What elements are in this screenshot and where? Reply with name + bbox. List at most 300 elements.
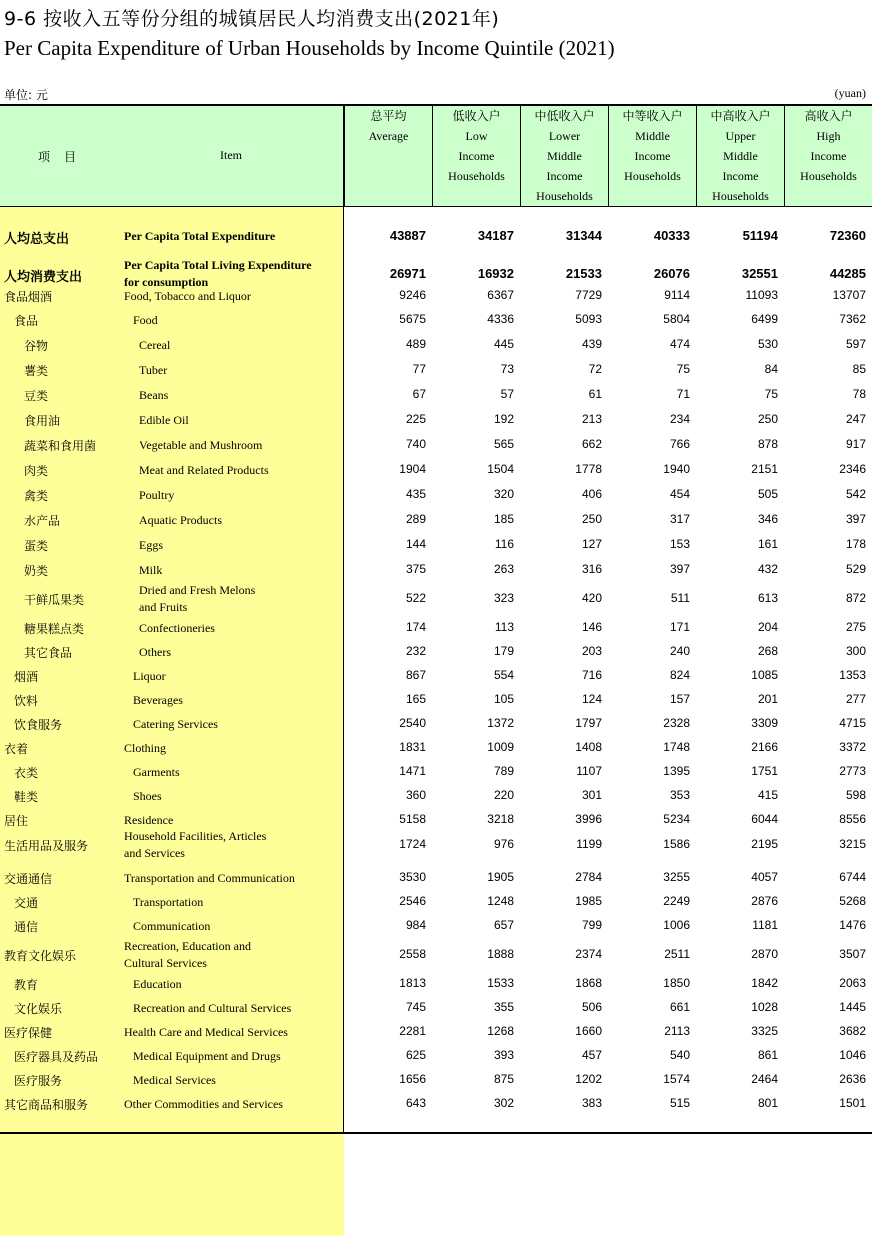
cell-value: 161 xyxy=(757,537,778,551)
row-label-chinese: 其它食品 xyxy=(24,646,73,660)
cell-value: 1395 xyxy=(663,764,690,778)
cell-value: 3325 xyxy=(751,1024,778,1038)
cell-value: 1107 xyxy=(576,764,602,778)
cell-value: 43887 xyxy=(389,228,426,243)
cell-value: 393 xyxy=(493,1048,514,1062)
cell-value: 1904 xyxy=(399,462,426,476)
row-label-chinese: 食用油 xyxy=(24,414,61,428)
cell-value: 268 xyxy=(757,644,778,658)
row-label-chinese: 肉类 xyxy=(24,464,49,478)
cell-value: 2540 xyxy=(399,716,426,730)
cell-value: 2784 xyxy=(575,870,602,884)
cell-value: 3372 xyxy=(839,740,866,754)
row-label-chinese: 人均消费支出 xyxy=(4,270,83,285)
cell-value: 2166 xyxy=(751,740,778,754)
cell-value: 34187 xyxy=(477,228,514,243)
row-label-english: Residence xyxy=(124,813,174,827)
cell-value: 1353 xyxy=(839,668,866,682)
row-label-english: Medical Services xyxy=(133,1073,216,1087)
cell-value: 4715 xyxy=(839,716,866,730)
cell-value: 127 xyxy=(581,537,602,551)
cell-value: 1268 xyxy=(487,1024,514,1038)
cell-value: 1445 xyxy=(839,1000,866,1014)
row-label-english: Poultry xyxy=(139,488,175,502)
cell-value: 415 xyxy=(757,788,778,802)
cell-value: 1940 xyxy=(663,462,690,476)
cell-value: 661 xyxy=(669,1000,690,1014)
cell-value: 153 xyxy=(669,537,690,551)
cell-value: 1656 xyxy=(399,1072,426,1086)
cell-value: 2374 xyxy=(575,947,602,961)
cell-value: 360 xyxy=(405,788,426,802)
cell-value: 3215 xyxy=(839,837,866,851)
cell-value: 506 xyxy=(581,1000,602,1014)
cell-value: 420 xyxy=(581,591,602,605)
cell-value: 2151 xyxy=(751,462,778,476)
row-label-english: Recreation and Cultural Services xyxy=(133,1001,292,1015)
cell-value: 1868 xyxy=(575,976,602,990)
row-label-chinese: 文化娱乐 xyxy=(14,1002,63,1016)
row-label-chinese: 人均总支出 xyxy=(4,232,70,247)
row-label-chinese: 饮料 xyxy=(14,694,39,708)
cell-value: 263 xyxy=(493,562,514,576)
row-label-english: Others xyxy=(139,645,171,659)
cell-value: 84 xyxy=(764,362,778,376)
cell-value: 213 xyxy=(581,412,602,426)
cell-value: 1006 xyxy=(663,918,690,932)
cell-value: 31344 xyxy=(565,228,602,243)
cell-value: 1888 xyxy=(487,947,514,961)
cell-value: 1533 xyxy=(487,976,514,990)
cell-value: 662 xyxy=(581,437,602,451)
row-label-chinese: 烟酒 xyxy=(14,670,39,684)
cell-value: 2870 xyxy=(751,947,778,961)
row-label-english: Transportation and Communication xyxy=(124,871,295,885)
table-header xyxy=(0,106,872,206)
cell-value: 1471 xyxy=(399,764,426,778)
row-label-chinese: 薯类 xyxy=(24,364,49,378)
cell-value: 5675 xyxy=(399,312,426,326)
cell-value: 204 xyxy=(757,620,778,634)
row-label-english: Beverages xyxy=(133,693,183,707)
row-label-english: Catering Services xyxy=(133,717,218,731)
cell-value: 1372 xyxy=(487,716,514,730)
row-label-english: Dried and Fresh Melons and Fruits xyxy=(139,583,256,614)
column-header-english: High Income Households xyxy=(800,129,857,183)
cell-value: 643 xyxy=(405,1096,426,1110)
cell-value: 320 xyxy=(493,487,514,501)
cell-value: 799 xyxy=(581,918,602,932)
column-header-3 xyxy=(520,106,608,206)
cell-value: 85 xyxy=(852,362,866,376)
row-label-chinese: 禽类 xyxy=(24,489,49,503)
cell-value: 178 xyxy=(845,537,866,551)
cell-value: 1574 xyxy=(663,1072,690,1086)
cell-value: 457 xyxy=(581,1048,602,1062)
cell-value: 72 xyxy=(588,362,602,376)
cell-value: 44285 xyxy=(829,266,866,281)
row-label-english: Garments xyxy=(133,765,180,779)
cell-value: 1181 xyxy=(752,918,778,932)
cell-value: 2558 xyxy=(399,947,426,961)
cell-value: 73 xyxy=(500,362,514,376)
column-divider xyxy=(343,104,344,1134)
cell-value: 113 xyxy=(494,620,514,634)
row-label-chinese: 交通通信 xyxy=(4,872,53,886)
cell-value: 72360 xyxy=(829,228,866,243)
cell-value: 1813 xyxy=(399,976,426,990)
row-label-english: Aquatic Products xyxy=(139,513,222,527)
cell-value: 454 xyxy=(669,487,690,501)
column-header-english: Average xyxy=(368,129,409,143)
cell-value: 1985 xyxy=(575,894,602,908)
cell-value: 247 xyxy=(845,412,866,426)
cell-value: 1476 xyxy=(839,918,866,932)
row-label-english: Communication xyxy=(133,919,211,933)
cell-value: 75 xyxy=(764,387,778,401)
row-label-chinese: 蛋类 xyxy=(24,539,49,553)
row-label-english: Health Care and Medical Services xyxy=(124,1025,288,1039)
cell-value: 317 xyxy=(669,512,690,526)
cell-value: 976 xyxy=(493,837,514,851)
row-label-english: Per Capita Total Expenditure xyxy=(124,229,276,243)
row-label-english: Vegetable and Mushroom xyxy=(139,438,263,452)
row-label-chinese: 饮食服务 xyxy=(14,718,63,732)
cell-value: 435 xyxy=(405,487,426,501)
cell-value: 7729 xyxy=(575,288,602,302)
cell-value: 2546 xyxy=(399,894,426,908)
cell-value: 2511 xyxy=(664,947,690,961)
cell-value: 124 xyxy=(581,692,602,706)
cell-value: 13707 xyxy=(832,288,866,302)
cell-value: 40333 xyxy=(653,228,690,243)
column-header-chinese: 高收入户 xyxy=(804,109,853,123)
cell-value: 2328 xyxy=(663,716,690,730)
cell-value: 144 xyxy=(405,537,426,551)
cell-value: 3218 xyxy=(487,812,514,826)
cell-value: 540 xyxy=(669,1048,690,1062)
column-header-5 xyxy=(696,106,784,206)
cell-value: 277 xyxy=(845,692,866,706)
cell-value: 5268 xyxy=(839,894,866,908)
cell-value: 157 xyxy=(669,692,690,706)
cell-value: 383 xyxy=(581,1096,602,1110)
cell-value: 78 xyxy=(852,387,866,401)
row-label-chinese: 水产品 xyxy=(24,514,61,528)
column-header-english: Middle Income Households xyxy=(624,129,681,183)
cell-value: 740 xyxy=(405,437,426,451)
cell-value: 16932 xyxy=(477,266,514,281)
row-label-chinese: 干鲜瓜果类 xyxy=(24,593,85,607)
cell-value: 439 xyxy=(581,337,602,351)
cell-value: 1408 xyxy=(575,740,602,754)
column-header-6 xyxy=(784,106,872,206)
column-header-english: Upper Middle Income Households xyxy=(712,129,769,203)
cell-value: 6744 xyxy=(839,870,866,884)
cell-value: 3682 xyxy=(839,1024,866,1038)
cell-value: 522 xyxy=(405,591,426,605)
cell-value: 77 xyxy=(412,362,426,376)
cell-value: 179 xyxy=(493,644,514,658)
cell-value: 565 xyxy=(493,437,514,451)
row-label-chinese: 教育文化娱乐 xyxy=(4,949,77,963)
cell-value: 872 xyxy=(845,591,866,605)
unit-label-chinese: 单位: 元 xyxy=(4,88,48,102)
row-label-chinese: 通信 xyxy=(14,920,39,934)
cell-value: 598 xyxy=(845,788,866,802)
cell-value: 302 xyxy=(493,1096,514,1110)
header-rule xyxy=(0,206,872,207)
cell-value: 57 xyxy=(500,387,514,401)
expenditure-table xyxy=(0,104,872,1134)
row-label-chinese: 奶类 xyxy=(24,564,49,578)
row-label-english: Household Facilities, Articles and Services xyxy=(124,829,267,860)
cell-value: 1046 xyxy=(839,1048,866,1062)
cell-value: 9114 xyxy=(664,288,690,302)
cell-value: 116 xyxy=(494,537,514,551)
cell-value: 917 xyxy=(845,437,866,451)
cell-value: 505 xyxy=(757,487,778,501)
cell-value: 2195 xyxy=(751,837,778,851)
cell-value: 984 xyxy=(405,918,426,932)
row-label-english: Medical Equipment and Drugs xyxy=(133,1049,281,1063)
cell-value: 1724 xyxy=(399,837,426,851)
row-label-chinese: 衣类 xyxy=(14,766,39,780)
column-header-english: Low Income Households xyxy=(448,129,505,183)
cell-value: 323 xyxy=(493,591,514,605)
cell-value: 861 xyxy=(757,1048,778,1062)
cell-value: 2113 xyxy=(664,1024,690,1038)
page-title-english: Per Capita Expenditure of Urban Households by Income Quintile (2021) xyxy=(4,36,615,60)
cell-value: 1751 xyxy=(751,764,778,778)
row-label-english: Liquor xyxy=(133,669,166,683)
cell-value: 240 xyxy=(669,644,690,658)
row-label-chinese: 鞋类 xyxy=(14,790,39,804)
cell-value: 5093 xyxy=(575,312,602,326)
cell-value: 597 xyxy=(845,337,866,351)
cell-value: 878 xyxy=(757,437,778,451)
cell-value: 489 xyxy=(405,337,426,351)
row-label-chinese: 糖果糕点类 xyxy=(24,622,85,636)
column-header-4 xyxy=(608,106,696,206)
row-label-chinese: 交通 xyxy=(14,896,39,910)
cell-value: 346 xyxy=(757,512,778,526)
cell-value: 406 xyxy=(581,487,602,501)
cell-value: 1660 xyxy=(575,1024,602,1038)
row-label-english: Education xyxy=(133,977,182,991)
cell-value: 71 xyxy=(676,387,690,401)
row-label-english: Clothing xyxy=(124,741,167,755)
row-label-english: Beans xyxy=(139,388,169,402)
cell-value: 201 xyxy=(757,692,778,706)
cell-value: 511 xyxy=(670,591,690,605)
cell-value: 289 xyxy=(405,512,426,526)
cell-value: 225 xyxy=(405,412,426,426)
cell-value: 105 xyxy=(493,692,514,706)
cell-value: 316 xyxy=(581,562,602,576)
cell-value: 2773 xyxy=(839,764,866,778)
column-header-chinese: 总平均 xyxy=(370,109,407,123)
cell-value: 515 xyxy=(669,1096,690,1110)
column-header-chinese: 中低收入户 xyxy=(534,109,595,123)
cell-value: 716 xyxy=(581,668,602,682)
cell-value: 1199 xyxy=(576,837,602,851)
cell-value: 2346 xyxy=(839,462,866,476)
cell-value: 1778 xyxy=(575,462,602,476)
cell-value: 2281 xyxy=(399,1024,426,1038)
cell-value: 234 xyxy=(669,412,690,426)
cell-value: 146 xyxy=(581,620,602,634)
cell-value: 657 xyxy=(493,918,514,932)
header-item-chinese: 项目 xyxy=(38,150,91,164)
cell-value: 5158 xyxy=(399,812,426,826)
cell-value: 192 xyxy=(493,412,514,426)
cell-value: 203 xyxy=(581,644,602,658)
row-label-english: Shoes xyxy=(133,789,162,803)
column-header-chinese: 中等收入户 xyxy=(622,109,683,123)
cell-value: 2636 xyxy=(839,1072,866,1086)
row-label-english: Transportation xyxy=(133,895,204,909)
row-label-english: Cereal xyxy=(139,338,171,352)
cell-value: 1028 xyxy=(751,1000,778,1014)
row-label-chinese: 谷物 xyxy=(24,339,49,353)
cell-value: 625 xyxy=(405,1048,426,1062)
cell-value: 355 xyxy=(493,1000,514,1014)
cell-value: 11093 xyxy=(745,288,778,302)
cell-value: 21533 xyxy=(565,266,602,281)
column-header-chinese: 低收入户 xyxy=(452,109,501,123)
row-label-chinese: 蔬菜和食用菌 xyxy=(24,439,97,453)
cell-value: 1797 xyxy=(575,716,602,730)
cell-value: 4057 xyxy=(751,870,778,884)
row-label-chinese: 衣着 xyxy=(4,742,29,756)
row-label-chinese: 食品烟酒 xyxy=(4,290,53,304)
cell-value: 875 xyxy=(493,1072,514,1086)
cell-value: 766 xyxy=(669,437,690,451)
cell-value: 250 xyxy=(757,412,778,426)
cell-value: 1831 xyxy=(399,740,426,754)
cell-value: 26971 xyxy=(389,266,426,281)
cell-value: 1501 xyxy=(839,1096,866,1110)
row-label-chinese: 食品 xyxy=(14,314,39,328)
cell-value: 1504 xyxy=(487,462,514,476)
row-label-english: Food, Tobacco and Liquor xyxy=(124,289,251,303)
cell-value: 2063 xyxy=(839,976,866,990)
cell-value: 529 xyxy=(845,562,866,576)
cell-value: 530 xyxy=(757,337,778,351)
cell-value: 3255 xyxy=(663,870,690,884)
row-label-english: Per Capita Total Living Expenditure for consumption xyxy=(124,258,312,289)
cell-value: 745 xyxy=(405,1000,426,1014)
page-title-chinese: 9-6 按收入五等份分组的城镇居民人均消费支出(2021年) xyxy=(4,8,500,30)
cell-value: 2464 xyxy=(751,1072,778,1086)
row-label-english: Edible Oil xyxy=(139,413,189,427)
cell-value: 3996 xyxy=(575,812,602,826)
row-label-english: Meat and Related Products xyxy=(139,463,269,477)
cell-value: 67 xyxy=(412,387,426,401)
cell-value: 1085 xyxy=(751,668,778,682)
cell-value: 2249 xyxy=(663,894,690,908)
row-label-chinese: 居住 xyxy=(4,814,29,828)
top-rule xyxy=(0,104,872,106)
cell-value: 51194 xyxy=(742,228,778,243)
cell-value: 232 xyxy=(405,644,426,658)
cell-value: 3507 xyxy=(839,947,866,961)
row-label-english: Confectioneries xyxy=(139,621,215,635)
cell-value: 397 xyxy=(845,512,866,526)
cell-value: 1202 xyxy=(575,1072,602,1086)
cell-value: 6367 xyxy=(487,288,514,302)
cell-value: 1748 xyxy=(663,740,690,754)
cell-value: 3530 xyxy=(399,870,426,884)
cell-value: 5234 xyxy=(663,812,690,826)
cell-value: 789 xyxy=(493,764,514,778)
cell-value: 5804 xyxy=(663,312,690,326)
row-label-chinese: 生活用品及服务 xyxy=(4,839,89,853)
row-label-chinese: 教育 xyxy=(14,978,39,992)
cell-value: 6499 xyxy=(751,312,778,326)
cell-value: 2876 xyxy=(751,894,778,908)
cell-value: 542 xyxy=(845,487,866,501)
column-header-chinese: 中高收入户 xyxy=(710,109,771,123)
cell-value: 1586 xyxy=(663,837,690,851)
cell-value: 301 xyxy=(581,788,602,802)
cell-value: 824 xyxy=(669,668,690,682)
cell-value: 220 xyxy=(493,788,514,802)
column-header-1 xyxy=(344,106,432,206)
row-label-english: Food xyxy=(133,313,158,327)
row-label-english: Milk xyxy=(139,563,163,577)
row-label-english: Eggs xyxy=(139,538,163,552)
cell-value: 445 xyxy=(493,337,514,351)
cell-value: 32551 xyxy=(741,266,778,281)
unit-label-english: (yuan) xyxy=(834,86,866,100)
cell-value: 432 xyxy=(757,562,778,576)
row-label-chinese: 豆类 xyxy=(24,389,49,403)
cell-value: 867 xyxy=(405,668,426,682)
cell-value: 7362 xyxy=(839,312,866,326)
row-label-chinese: 医疗器具及药品 xyxy=(14,1050,99,1064)
row-label-chinese: 其它商品和服务 xyxy=(4,1098,89,1112)
cell-value: 375 xyxy=(405,562,426,576)
row-label-chinese: 医疗保健 xyxy=(4,1026,53,1040)
cell-value: 554 xyxy=(493,668,514,682)
cell-value: 1842 xyxy=(751,976,778,990)
cell-value: 75 xyxy=(676,362,690,376)
bottom-rule xyxy=(0,1132,872,1134)
cell-value: 1248 xyxy=(487,894,514,908)
cell-value: 165 xyxy=(405,692,426,706)
header-item-english: Item xyxy=(220,148,242,162)
cell-value: 174 xyxy=(405,620,426,634)
cell-value: 171 xyxy=(669,620,690,634)
cell-value: 250 xyxy=(581,512,602,526)
cell-value: 474 xyxy=(669,337,690,351)
cell-value: 353 xyxy=(669,788,690,802)
cell-value: 1905 xyxy=(487,870,514,884)
cell-value: 1009 xyxy=(487,740,514,754)
column-header-english: Lower Middle Income Households xyxy=(536,129,593,203)
row-label-english: Recreation, Education and Cultural Services xyxy=(124,939,251,970)
cell-value: 275 xyxy=(845,620,866,634)
cell-value: 185 xyxy=(493,512,514,526)
row-label-english: Other Commodities and Services xyxy=(124,1097,283,1111)
cell-value: 300 xyxy=(845,644,866,658)
cell-value: 4336 xyxy=(487,312,514,326)
cell-value: 8556 xyxy=(839,812,866,826)
cell-value: 1850 xyxy=(663,976,690,990)
column-header-2 xyxy=(432,106,520,206)
